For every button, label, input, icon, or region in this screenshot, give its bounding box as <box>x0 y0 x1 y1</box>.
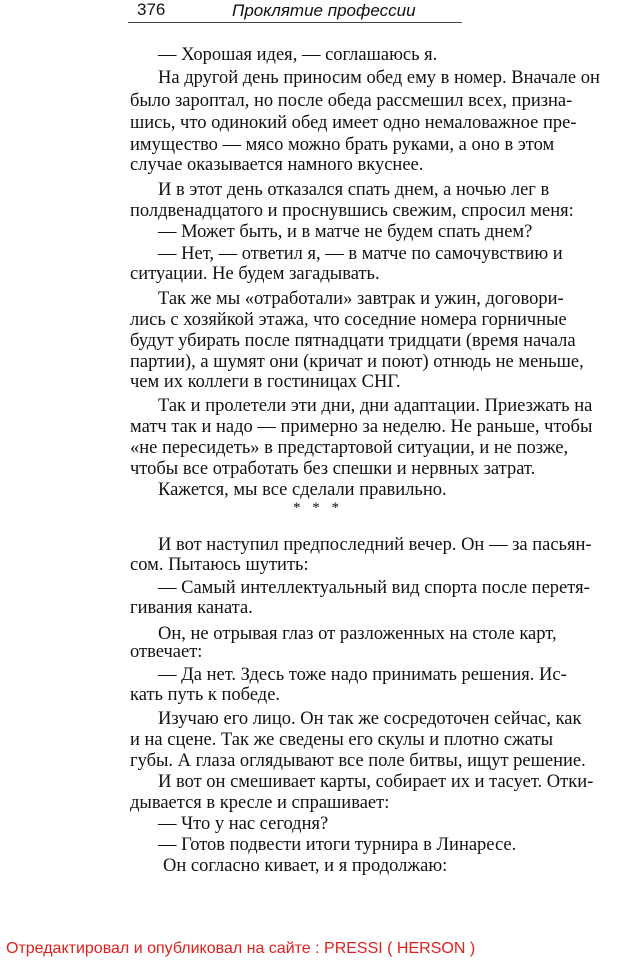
text-line: — Что у нас сегодня? <box>158 814 329 834</box>
text-line: На другой день приносим обед ему в номер. Вначале он <box>158 68 600 88</box>
text-line: Он, не отрывая глаз от разложенных на столе карт, <box>158 624 557 644</box>
text-line: Изучаю его лицо. Он так же сосредоточен сейчас, как <box>158 709 582 729</box>
text-line: — Нет, — ответил я, — в матче по самочувствию и <box>158 244 563 264</box>
text-line: и на сцене. Так же сведены его скулы и плотно сжаты <box>130 730 554 750</box>
text-line: матч так и надо — примерно за неделю. Не раньше, чтобы <box>130 417 593 437</box>
text-line: полдвенадцатого и проснувшись свежим, спросил меня: <box>130 201 574 221</box>
text-line: губы. А глаза оглядывают все поле битвы, ищут решение. <box>130 751 586 771</box>
text-line: «не пересидеть» в предстартовой ситуации, и не позже, <box>130 438 569 458</box>
text-line: случае оказывается намного вкуснее. <box>130 155 424 175</box>
text-line: Он согласно кивает, и я продолжаю: <box>163 856 448 876</box>
text-line: Кажется, мы все сделали правильно. <box>158 480 447 500</box>
text-line: гивания каната. <box>130 598 253 618</box>
text-line: Так и пролетели эти дни, дни адаптации. Приезжать на <box>158 396 593 416</box>
page-header <box>0 0 620 26</box>
text-line: дывается в кресле и спрашивает: <box>130 793 390 813</box>
text-line: И в этот день отказался спать днем, а ночью лег в <box>158 180 550 200</box>
text-line: было зароптал, но после обеда рассмешил всех, призна- <box>130 91 573 111</box>
text-line: ситуации. Не будем загадывать. <box>130 264 380 284</box>
publisher-footer: Отредактировал и опубликовал на сайте : PRESSI ( HERSON ) <box>6 940 476 957</box>
page-number: 376 <box>137 0 166 19</box>
text-line: — Хорошая идея, — соглашаюсь я. <box>158 45 438 65</box>
text-line: кать путь к победе. <box>130 685 281 705</box>
text-line: — Готов подвести итоги турнира в Линаресе. <box>158 835 517 855</box>
text-line: — Самый интеллектуальный вид спорта после перетя- <box>158 578 590 598</box>
text-line: сом. Пытаюсь шутить: <box>130 555 309 575</box>
text-line: И вот он смешивает карты, собирает их и тасует. Отки- <box>158 772 594 792</box>
text-line: чтобы все отработать без спешки и нервных затрат. <box>130 459 536 479</box>
text-line: И вот наступил предпоследний вечер. Он — за пасьян- <box>158 535 592 555</box>
text-line: — Да нет. Здесь тоже надо принимать решения. Ис- <box>158 665 567 685</box>
text-line: — Может быть, и в матче не будем спать днем? <box>158 222 533 242</box>
section-separator: * * * <box>293 500 343 516</box>
text-line: шись, что одинокий обед имеет одно немаловажное пре- <box>130 113 577 133</box>
text-line: будут убирать после пятнадцати тридцати (время начала <box>130 331 576 351</box>
text-line: чем их коллеги в гостиницах СНГ. <box>130 372 401 392</box>
text-line: имущество — мясо можно брать руками, а оно в этом <box>130 135 555 155</box>
running-title: Проклятие профессии <box>232 1 416 20</box>
text-line: Так же мы «отработали» завтрак и ужин, договори- <box>158 289 564 309</box>
text-line: партии), а шумят они (кричат и поют) отнюдь не меньше, <box>130 352 584 372</box>
text-line: лись с хозяйкой этажа, что соседние номера горничные <box>130 310 567 330</box>
text-line: отвечает: <box>130 642 203 662</box>
header-rule <box>128 22 462 23</box>
